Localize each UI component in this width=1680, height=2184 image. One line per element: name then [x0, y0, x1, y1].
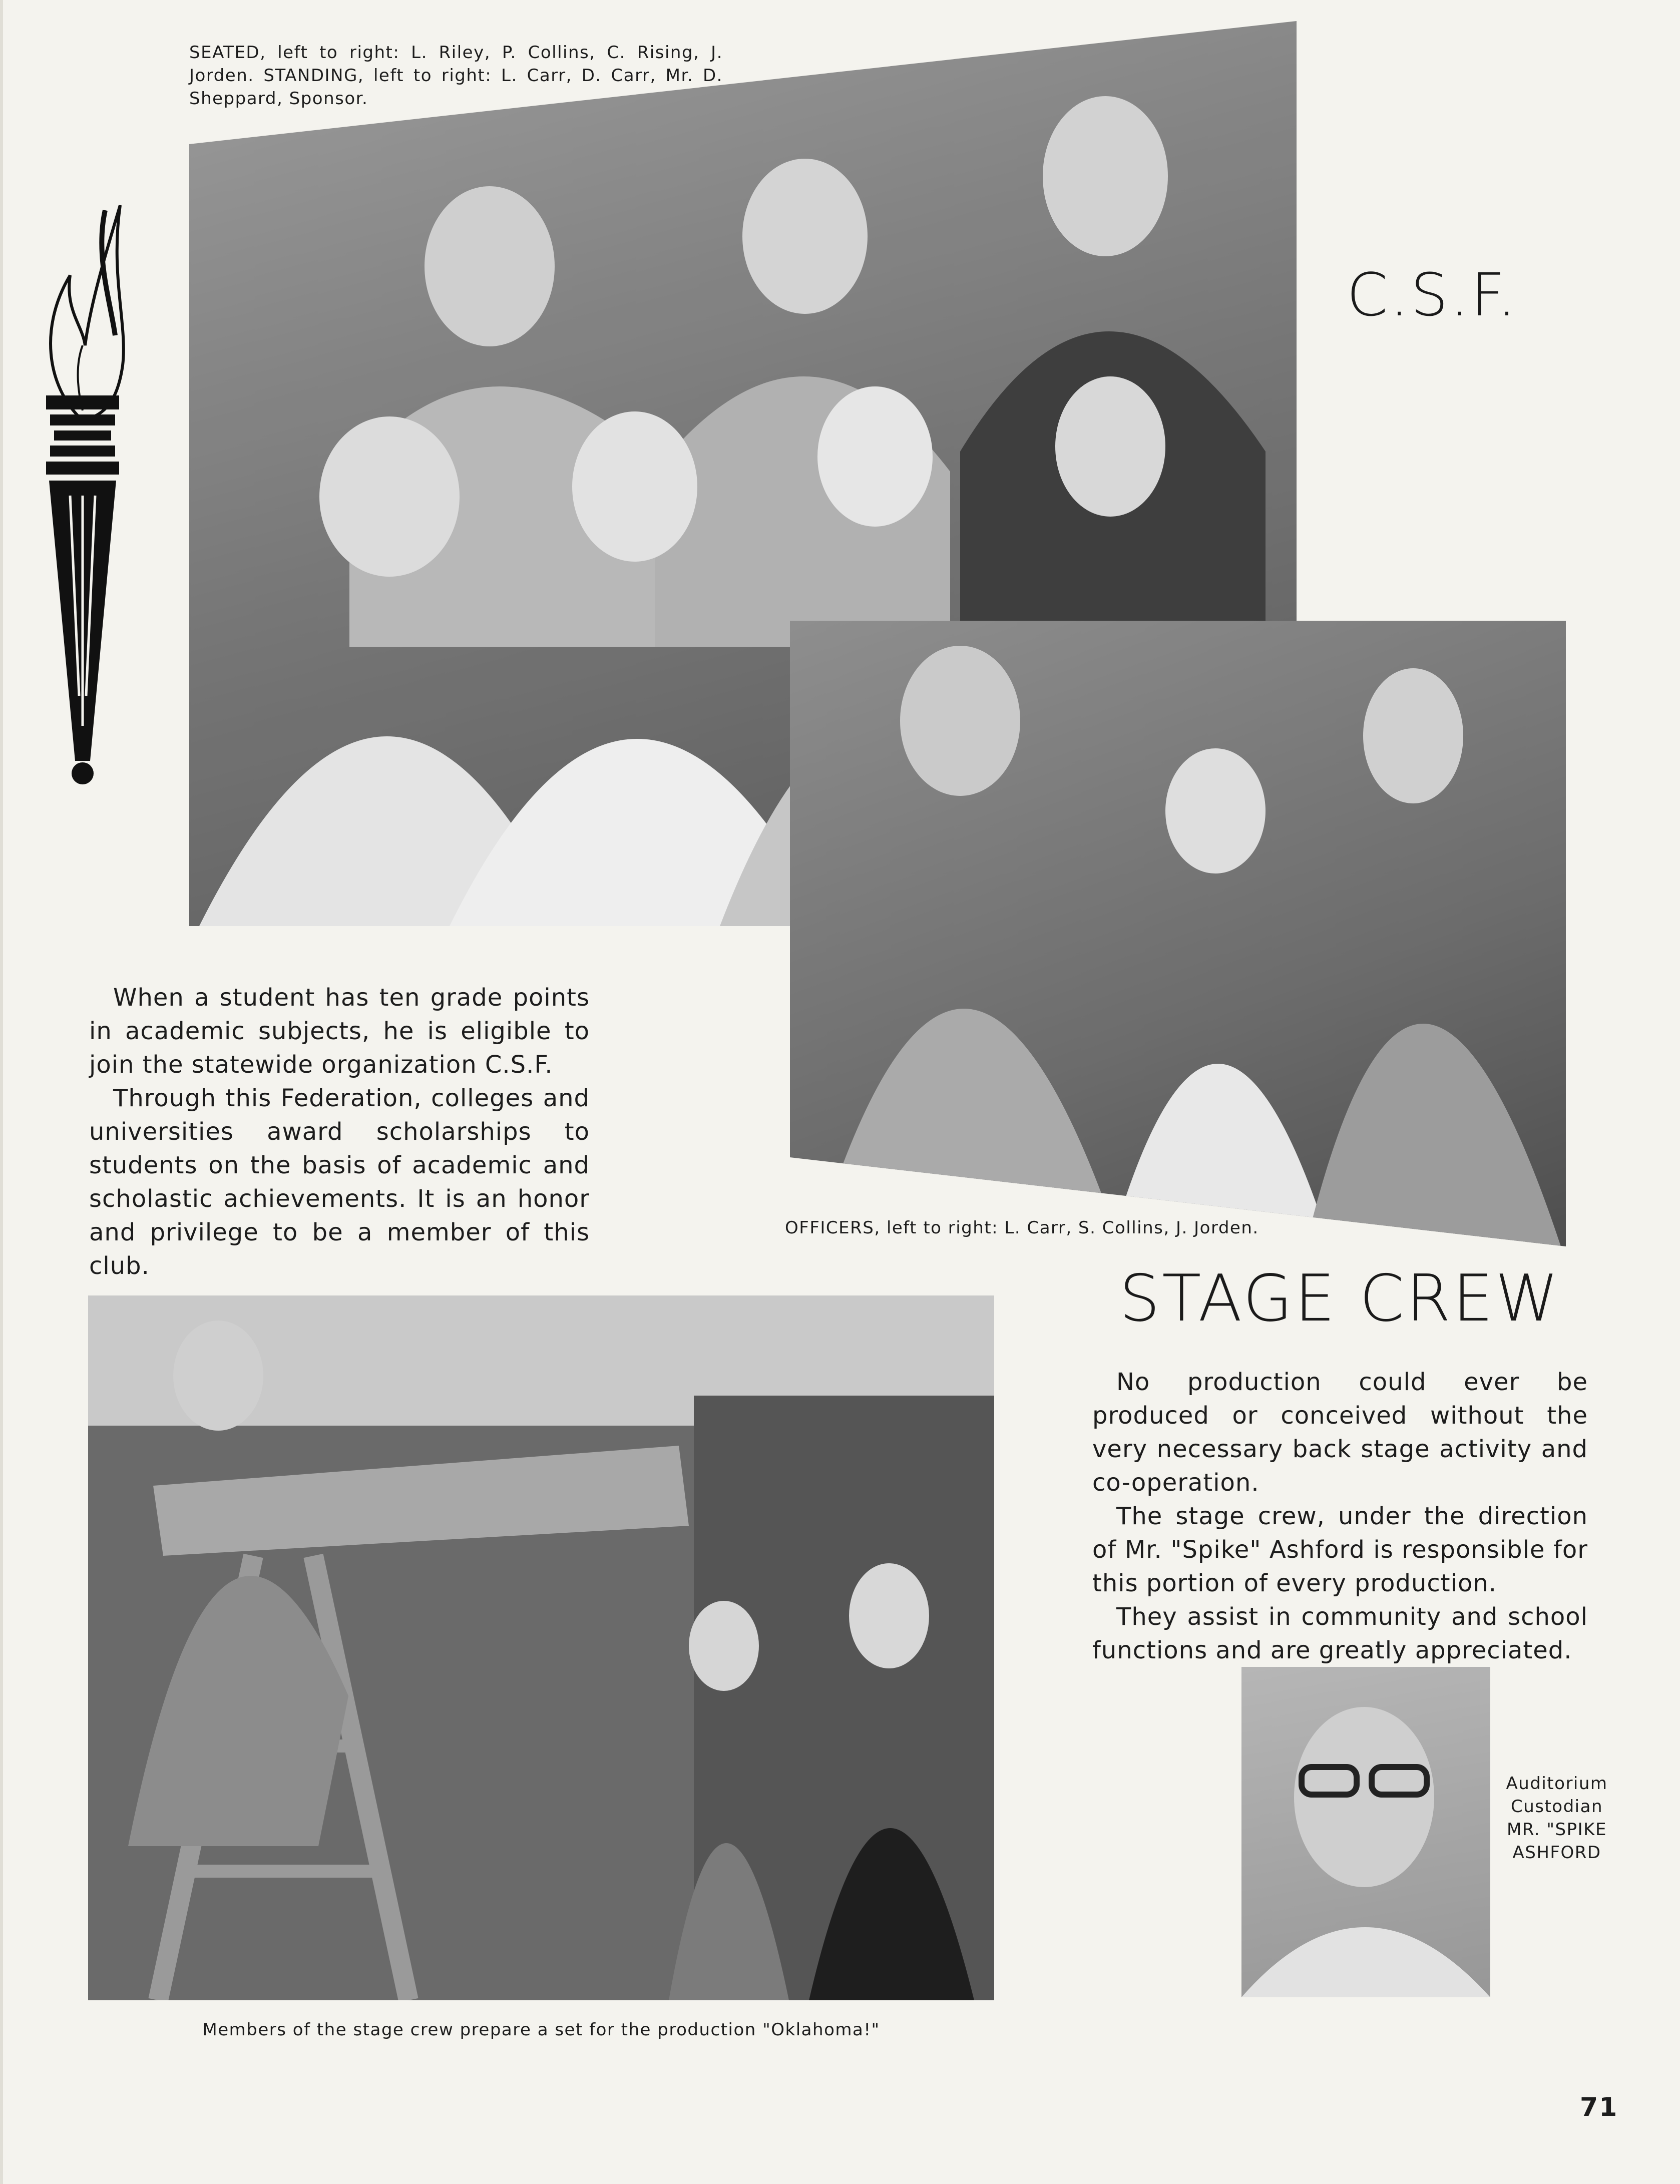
stage-crew-photo [88, 1295, 994, 2000]
group-photo-caption: SEATED, left to right: L. Riley, P. Collins, C. Rising, J. Jorden. STANDING, left to right: L. Carr, D. Carr, Mr. D. Sheppard, Sponsor. [189, 43, 723, 109]
custodian-caption-line: Auditorium [1506, 1774, 1608, 1794]
custodian-caption [1502, 1772, 1612, 1864]
custodian-caption-line: Custodian [1510, 1797, 1603, 1817]
csf-description [89, 981, 590, 1283]
stage-crew-photo-caption: Members of the stage crew prepare a set for the production "Oklahoma!" [202, 2020, 880, 2040]
custodian-caption-line: MR. "SPIKE [1507, 1820, 1607, 1840]
stage-crew-paragraph-3: They assist in community and school functions and are greatly appreciated. [1092, 1603, 1588, 1664]
custodian-portrait [1241, 1667, 1490, 1997]
page-edge [0, 0, 3, 2184]
csf-paragraph-1: When a student has ten grade points in academic subjects, he is eligible to join the statewide organization C.S.F. [89, 984, 590, 1079]
stage-crew-paragraph-1: No production could ever be produced or conceived without the very necessary back stage activity and co-operation. [1092, 1368, 1588, 1497]
officers-caption: OFFICERS, left to right: L. Carr, S. Collins, J. Jorden. [785, 1218, 1259, 1238]
stage-crew-description [1092, 1366, 1588, 1667]
csf-paragraph-2: Through this Federation, colleges and universities award scholarships to students on the basis of academic and scholastic achievements. It is an honor and privilege to be a member of this club. [89, 1084, 590, 1280]
torch-icon [35, 195, 130, 796]
stage-crew-paragraph-2: The stage crew, under the direction of Mr. "Spike" Ashford is responsible for this portion of every production. [1092, 1502, 1588, 1597]
page-number: 71 [1580, 2092, 1618, 2122]
csf-heading: C.S.F. [1347, 260, 1518, 329]
stage-crew-heading: STAGE CREW [1119, 1261, 1561, 1336]
officers-photo [790, 621, 1566, 1246]
custodian-caption-line: ASHFORD [1512, 1843, 1601, 1863]
